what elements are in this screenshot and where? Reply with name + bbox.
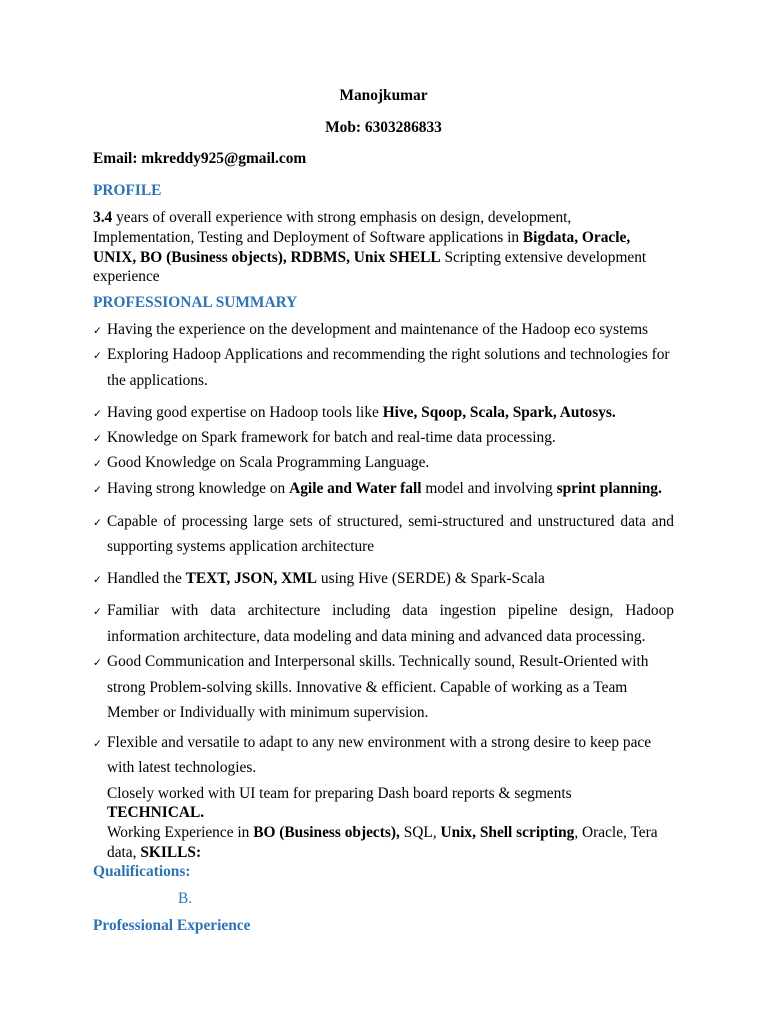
profile-text: Scripting extensive development (440, 249, 647, 266)
qualification-item: B. (178, 890, 193, 907)
check-icon (93, 514, 107, 532)
summary-item (93, 480, 662, 499)
profile-line (93, 249, 646, 267)
summary-item (93, 346, 670, 365)
ui-team-note: Closely worked with UI team for preparing Dash board reports & segments (107, 785, 572, 802)
check-icon (93, 430, 107, 448)
check-icon (93, 571, 107, 589)
skills-text: , Oracle, Tera (574, 824, 658, 841)
summary-item (93, 513, 674, 532)
summary-item (93, 570, 545, 589)
check-icon (93, 455, 107, 473)
check-icon (93, 735, 107, 753)
profile-text: years of overall experience with strong emphasis on design, development, (112, 209, 572, 226)
check-icon (93, 481, 107, 499)
skills-text-bold: Unix, Shell scripting (440, 824, 575, 841)
summary-item (93, 404, 616, 423)
summary-item (93, 321, 648, 340)
mobile-number: Mob: 6303286833 (325, 119, 442, 136)
skills-text-bold: BO (Business objects), (253, 824, 400, 841)
profile-text: experience (93, 268, 160, 285)
profile-text-bold: 3.4 (93, 209, 113, 226)
summary-item-continuation (107, 628, 645, 646)
summary-item-text: Familiar with data architecture including data ingestion pipeline design, Hadoop (107, 602, 674, 619)
summary-item-text-bold: Agile and Water fall (289, 480, 422, 497)
summary-item-text-bold: TEXT, JSON, XML (185, 570, 318, 587)
skills-text: data, (107, 844, 141, 861)
profile-line (93, 229, 630, 247)
summary-item-continuation (107, 759, 256, 777)
summary-item-text: Having good expertise on Hadoop tools like (107, 404, 383, 421)
check-icon (93, 322, 107, 340)
summary-item-text: Good Knowledge on Scala Programming Language. (107, 454, 430, 471)
summary-item-continuation (107, 704, 428, 722)
profile-text-bold: Bigdata, Oracle, (522, 229, 631, 246)
experience-heading: Professional Experience (93, 917, 251, 934)
qualifications-heading: Qualifications: (93, 863, 191, 880)
summary-item-text-bold: sprint planning. (556, 480, 662, 497)
summary-item-text: Member or Individually with minimum supervision. (107, 704, 429, 721)
summary-item-text-bold: Hive, Sqoop, Scala, Spark, Autosys. (382, 404, 616, 421)
skills-text: Working Experience in (107, 824, 254, 841)
profile-text-bold: UNIX, BO (Business objects), RDBMS, Unix SHELL (93, 249, 441, 266)
summary-item-text: Capable of processing large sets of structured, semi-structured and unstructured data and (107, 513, 674, 530)
summary-item-text: Exploring Hadoop Applications and recommending the right solutions and technologies for (107, 346, 670, 363)
summary-item-text: Having strong knowledge on (107, 480, 290, 497)
summary-item (93, 454, 429, 473)
summary-item (93, 602, 674, 621)
summary-item-text: Knowledge on Spark framework for batch and real-time data processing. (107, 429, 556, 446)
skills-text-bold: SKILLS: (140, 844, 202, 861)
summary-item (93, 734, 651, 753)
summary-item-text: Good Communication and Interpersonal skills. Technically sound, Result-Oriented with (107, 653, 649, 670)
summary-item-continuation (107, 679, 627, 697)
profile-heading: PROFILE (93, 182, 162, 199)
summary-item-text: model and involving (421, 480, 557, 497)
check-icon (93, 405, 107, 423)
summary-item-continuation (107, 372, 208, 390)
summary-item-text: the applications. (107, 372, 208, 389)
skills-line (107, 824, 658, 842)
check-icon (93, 347, 107, 365)
summary-item-continuation (107, 538, 374, 556)
summary-item-text: Having the experience on the development and maintenance of the Hadoop eco systems (107, 321, 649, 338)
skills-line (107, 844, 201, 862)
profile-line (93, 268, 160, 286)
email-address: Email: mkreddy925@gmail.com (93, 150, 307, 167)
candidate-name: Manojkumar (339, 87, 428, 104)
technical-label: TECHNICAL. (107, 804, 205, 821)
summary-item (93, 653, 649, 672)
summary-item (93, 429, 556, 448)
check-icon (93, 603, 107, 621)
summary-item-text: strong Problem-solving skills. Innovative & efficient. Capable of working as a Team (107, 679, 628, 696)
skills-text: SQL, (399, 824, 441, 841)
summary-item-text: supporting systems application architecture (107, 538, 375, 555)
summary-item-text: information architecture, data modeling and data mining and advanced data processing. (107, 628, 646, 645)
check-icon (93, 654, 107, 672)
profile-text: Implementation, Testing and Deployment of Software applications in (93, 229, 523, 246)
profile-line (93, 209, 571, 227)
summary-item-text: using Hive (SERDE) & Spark-Scala (317, 570, 545, 587)
summary-item-text: Handled the (107, 570, 186, 587)
summary-item-text: with latest technologies. (107, 759, 257, 776)
summary-heading: PROFESSIONAL SUMMARY (93, 294, 298, 311)
summary-item-text: Flexible and versatile to adapt to any new environment with a strong desire to keep pace (107, 734, 652, 751)
